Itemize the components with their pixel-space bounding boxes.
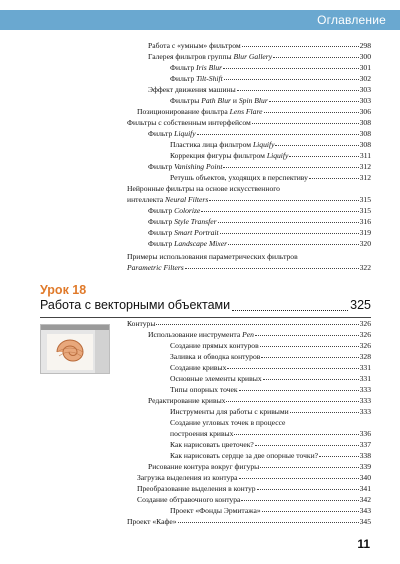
toc-entry[interactable]: Фильтры с собственным интерфейсом 308 xyxy=(127,118,371,127)
toc-entry[interactable]: Рисование контура вокруг фигуры 339 xyxy=(148,462,371,471)
toc-entry[interactable]: Пластика лица фильтром Liquify 308 xyxy=(170,140,371,149)
toc-entry[interactable]: Фильтр Vanishing Point 312 xyxy=(148,162,371,171)
toc-entry[interactable]: Фильтр Landscape Mixer 320 xyxy=(148,239,371,248)
toc-entry[interactable]: Фильтр Colorize 315 xyxy=(148,206,371,215)
toc-entry[interactable]: Загрузка выделения из контура 340 xyxy=(137,473,371,482)
toc-entry[interactable]: Редактирование кривых 333 xyxy=(148,396,371,405)
toc-entry[interactable]: Использование инструмента Pen 326 xyxy=(148,330,371,339)
toc-entry[interactable]: Контуры 326 xyxy=(127,319,371,328)
toc-entry[interactable]: Преобразование выделения в контур 341 xyxy=(137,484,371,493)
toc-entry[interactable]: Заливка и обводка контуров 328 xyxy=(170,352,371,361)
section-title: Оглавление xyxy=(317,13,386,27)
toc-entry[interactable]: Инструменты для работы с кривыми 333 xyxy=(170,407,371,416)
toc-entry-part[interactable]: Создание угловых точек в процессе xyxy=(170,418,286,427)
toc-entry[interactable]: Проект «Кафе» 345 xyxy=(127,517,371,526)
lesson-page: 325 xyxy=(350,298,371,312)
toc-entry-part[interactable]: Примеры использования параметрических фильтров xyxy=(127,252,298,261)
page-number: 11 xyxy=(357,537,370,551)
toc-entry[interactable]: Создание обтравочного контура 342 xyxy=(137,495,371,504)
toc-entry[interactable]: Эффект движения машины 303 xyxy=(148,85,371,94)
toc-entry[interactable]: Как нарисовать сердце за две опорные точки? 338 xyxy=(170,451,371,460)
toc-entry[interactable]: Работа с «умным» фильтром 298 xyxy=(148,41,371,50)
toc-entry[interactable]: Фильтр Smart Portrait 319 xyxy=(148,228,371,237)
toc-entry[interactable]: Проект «Фонды Эрмитажа» 343 xyxy=(170,506,371,515)
toc-entry[interactable]: Фильтр Tilt-Shift 302 xyxy=(170,74,371,83)
toc-entry[interactable]: Создание прямых контуров 326 xyxy=(170,341,371,350)
toc-entry[interactable]: Позиционирование фильтра Lens Flare 306 xyxy=(137,107,371,116)
lesson-thumbnail xyxy=(40,324,110,374)
toc-entry[interactable]: Фильтр Style Transfer 316 xyxy=(148,217,371,226)
toc-entry[interactable]: Parametric Filters 322 xyxy=(127,263,371,272)
toc-entry[interactable]: Типы опорных точек 333 xyxy=(170,385,371,394)
toc-entry[interactable]: интеллекта Neural Filters 315 xyxy=(127,195,371,204)
toc-entry[interactable]: Создание кривых 331 xyxy=(170,363,371,372)
toc-entry[interactable]: Галерея фильтров группы Blur Gallery 300 xyxy=(148,52,371,61)
section-header-bar xyxy=(0,10,400,30)
toc-entry-part[interactable]: Нейронные фильтры на основе искусственного xyxy=(127,184,280,193)
lesson-label: Урок 18 xyxy=(40,283,87,297)
toc-entry[interactable]: Фильтр Liquify 308 xyxy=(148,129,371,138)
toc-entry[interactable]: Фильтры Path Blur и Spin Blur 303 xyxy=(170,96,371,105)
toc-entry[interactable]: построения кривых 336 xyxy=(170,429,371,438)
toc-entry[interactable]: Фильтр Iris Blur 301 xyxy=(170,63,371,72)
toc-entry[interactable]: Ретушь объектов, уходящих в перспективу 312 xyxy=(170,173,371,182)
nautilus-shell-icon xyxy=(47,334,93,370)
toc-entry[interactable]: Как нарисовать цветочек? 337 xyxy=(170,440,371,449)
lesson-title: Работа с векторными объектами xyxy=(40,298,231,312)
toc-entry[interactable]: Основные элементы кривых 331 xyxy=(170,374,371,383)
lesson-title-entry[interactable] xyxy=(40,298,371,314)
toc-entry[interactable]: Коррекция фигуры фильтром Liquify 311 xyxy=(170,151,371,160)
